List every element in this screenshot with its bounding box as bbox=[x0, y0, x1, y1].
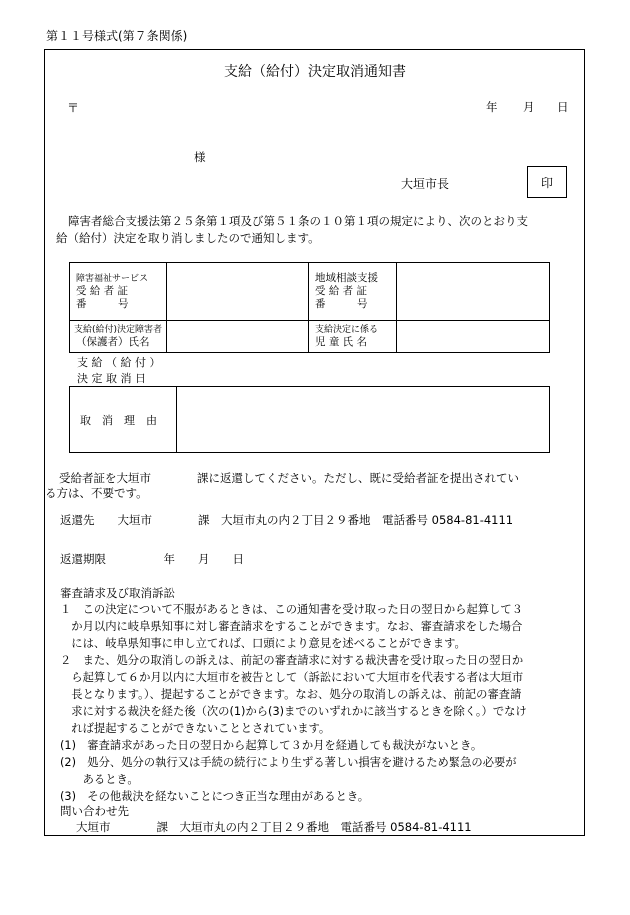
appeal-line-4: ２ また、処分の取消しの訴えは、前記の審査請求に対する裁決書を受け取った日の翌日か bbox=[60, 654, 524, 667]
form-number: 第１１号様式(第７条関係) bbox=[46, 29, 188, 43]
child-name-field[interactable] bbox=[397, 321, 550, 353]
appeal-line-7: 求に対する裁決を経た後（次の(1)から(3)までのいずれかに該当するときを除く。）でなけ bbox=[60, 705, 527, 718]
intro-line-2: 給（給付）決定を取り消しましたので通知します。 bbox=[56, 231, 320, 245]
area-label-3: 番 号 bbox=[315, 298, 368, 310]
person-name-field[interactable] bbox=[167, 321, 309, 353]
person-label-2: （保護者）氏名 bbox=[76, 336, 150, 348]
cert-label-small: 障害福祉サービス bbox=[76, 273, 149, 284]
area-number-field[interactable] bbox=[397, 263, 550, 321]
contact-heading: 問い合わせ先 bbox=[60, 804, 129, 818]
return-note-2: る方は、不要です。 bbox=[45, 486, 148, 500]
reason-table bbox=[69, 386, 550, 453]
appeal-line-10: (2) 処分、処分の執行又は手続の続行により生ずる著しい損害を避けるため緊急の必要が bbox=[60, 756, 517, 769]
date-year: 年 bbox=[486, 100, 498, 114]
seal-box: 印 bbox=[527, 166, 567, 198]
cancel-date-label-1: 支 給 （ 給 付 ） bbox=[77, 356, 161, 369]
postal-mark: 〒 bbox=[67, 101, 80, 115]
area-label-1: 地域相談支援 bbox=[315, 272, 378, 284]
return-note-1: 受給者証を大垣市 課に返還してください。ただし、既に受給者証を提出されてい bbox=[59, 471, 519, 485]
contact-line: 大垣市 課 大垣市丸の内２丁目２９番地 電話番号 0584-81-4111 bbox=[76, 820, 472, 834]
reason-field[interactable] bbox=[177, 387, 550, 453]
cert-label-2: 番 号 bbox=[76, 297, 129, 310]
date-day: 日 bbox=[557, 100, 569, 114]
person-label-cell bbox=[70, 321, 167, 353]
document-title: 支給（給付）決定取消通知書 bbox=[224, 64, 406, 80]
appeal-line-12: (3) その他裁決を経ないことにつき正当な理由があるとき。 bbox=[60, 790, 370, 803]
date-month: 月 bbox=[523, 100, 535, 114]
appeal-line-2: か月以内に岐阜県知事に対し審査請求をすることができます。なお、審査請求をした場合 bbox=[60, 620, 523, 633]
cert-label-cell bbox=[70, 263, 167, 321]
appeal-line-3: には、岐阜県知事に申し立てれば、口頭により意見を述べることができます。 bbox=[60, 637, 466, 650]
intro-line-1: 障害者総合支援法第２５条第１項及び第５１条の１０第１項の規定により、次のとおり支 bbox=[68, 214, 528, 228]
appeal-line-5: ら起算して６か月以内に大垣市を被告として（訴訟において大垣市を代表する者は大垣市 bbox=[60, 671, 524, 684]
cert-label-1: 受 給 者 証 bbox=[76, 284, 129, 297]
issuer: 大垣市長 bbox=[401, 177, 450, 191]
cancel-date-label-2: 決 定 取 消 日 bbox=[77, 372, 146, 385]
appeal-line-8: れば提起することができないこととされています。 bbox=[60, 722, 331, 735]
area-label-2: 受 給 者 証 bbox=[315, 285, 368, 297]
person-label-1: 支給(給付)決定障害者 bbox=[74, 325, 163, 335]
return-to: 返還先 大垣市 課 大垣市丸の内２丁目２９番地 電話番号 0584-81-4111 bbox=[60, 513, 514, 527]
return-deadline: 返還期限 年 月 日 bbox=[60, 552, 244, 566]
appeal-line-9: (1) 審査請求があった日の翌日から起算して３か月を経過しても裁決がないとき。 bbox=[60, 739, 483, 752]
child-label-2: 児 童 氏 名 bbox=[315, 336, 368, 348]
recipient-table bbox=[69, 262, 550, 353]
appeal-line-11: あるとき。 bbox=[60, 773, 139, 786]
area-label-cell bbox=[309, 263, 397, 321]
appeal-heading: 審査請求及び取消訴訟 bbox=[60, 586, 175, 600]
child-label-cell bbox=[309, 321, 397, 353]
addressee-suffix: 様 bbox=[194, 150, 206, 164]
cert-number-field[interactable] bbox=[167, 263, 309, 321]
reason-label: 取 消 理 由 bbox=[70, 387, 177, 453]
appeal-line-6: 長となります。）、提起することができます。なお、処分の取消しの訴えは、前記の審査請 bbox=[60, 688, 522, 701]
appeal-line-1: １ この決定について不服があるときは、この通知書を受け取った日の翌日から起算して３ bbox=[60, 603, 523, 616]
child-label-1: 支給決定に係る bbox=[315, 325, 379, 335]
